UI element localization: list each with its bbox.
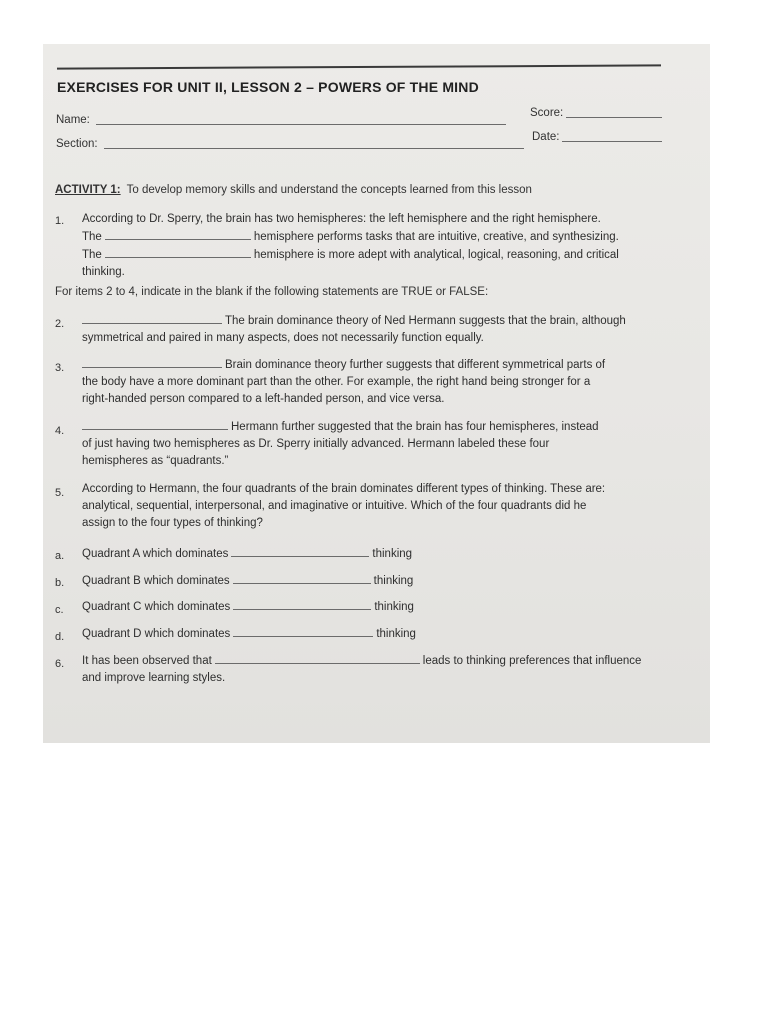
q1-number: 1.: [55, 215, 65, 227]
q2-line1: [82, 312, 682, 330]
q5c-blank[interactable]: [233, 598, 371, 610]
q5d-letter: d.: [55, 631, 65, 643]
q5b-text: Quadrant B which dominates: [82, 575, 230, 587]
q2-blank[interactable]: [82, 312, 222, 324]
q4-line2: of just having two hemispheres as Dr. Sperry initially advanced. Hermann labeled these four: [82, 438, 550, 450]
q6-text: [82, 652, 694, 687]
instruction-text: For items 2 to 4, indicate in the blank if the following statements are TRUE or FALSE:: [55, 286, 489, 298]
name-label: Name:: [56, 114, 90, 126]
q5b-letter: b.: [55, 577, 65, 589]
q3-line3: right-handed person compared to a left-handed person, and vice versa.: [82, 393, 445, 405]
q5-number: 5.: [55, 487, 65, 499]
q5a-row: [82, 545, 412, 563]
q1-line4: thinking.: [82, 266, 125, 278]
q5a-letter: a.: [55, 550, 65, 562]
score-field[interactable]: [566, 117, 662, 118]
q5d-text: Quadrant D which dominates: [82, 628, 231, 640]
q5c-row: [82, 598, 414, 616]
activity-description: To develop memory skills and understand the concepts learned from this lesson: [126, 184, 532, 196]
q5-line2: analytical, sequential, interpersonal, and imaginative or intuitive. Which of the four quadrants did he: [82, 500, 587, 512]
q2-line1-text: The brain dominance theory of Ned Hermann suggests that the brain, although: [225, 315, 626, 327]
q2-text: [82, 312, 682, 347]
q6-line2: and improve learning styles.: [82, 672, 226, 684]
section-field[interactable]: [104, 148, 524, 149]
q5-line1: According to Hermann, the four quadrants of the brain dominates different types of thinking. These are:: [82, 483, 606, 495]
q5a-blank[interactable]: [231, 545, 369, 557]
q3-blank[interactable]: [82, 356, 222, 368]
q4-line1-text: Hermann further suggested that the brain has four hemispheres, instead: [231, 421, 599, 433]
q5c-letter: c.: [55, 604, 64, 616]
q1-line3-text: hemisphere is more adept with analytical, logical, reasoning, and critical: [253, 249, 619, 261]
q1-line2: [82, 228, 682, 246]
q3-line2: the body have a more dominant part than the other. For example, the right hand being stronger for a: [82, 376, 591, 388]
date-label: Date:: [532, 131, 560, 143]
q4-line3: hemispheres as “quadrants.”: [82, 455, 229, 467]
score-label: Score:: [530, 107, 564, 119]
q5a-text: Quadrant A which dominates: [82, 548, 229, 560]
q1-line3: [82, 246, 682, 264]
q4-number: 4.: [55, 425, 65, 437]
q4-line1: [82, 418, 682, 436]
q5-line3: assign to the four types of thinking?: [82, 517, 263, 529]
q6-blank[interactable]: [215, 652, 420, 664]
q1-line2-text: hemisphere performs tasks that are intuitive, creative, and synthesizing.: [253, 231, 619, 243]
q5d-row: [82, 625, 416, 643]
q4-blank[interactable]: [82, 418, 228, 430]
q5b-suffix: thinking: [373, 575, 414, 587]
q6-prefix: It has been observed that: [82, 655, 212, 667]
q1-text: [82, 211, 682, 281]
q1-the-b: The: [82, 249, 102, 261]
q3-number: 3.: [55, 362, 65, 374]
activity-heading: [55, 184, 532, 196]
q5c-suffix: thinking: [374, 601, 414, 613]
q5c-text: Quadrant C which dominates: [82, 601, 231, 613]
q5b-blank[interactable]: [233, 572, 371, 584]
activity-label: ACTIVITY 1:: [55, 184, 121, 196]
q1-blank-b[interactable]: [105, 246, 251, 258]
q5d-blank[interactable]: [233, 625, 373, 637]
q4-text: [82, 418, 682, 470]
q1-the-a: The: [82, 231, 102, 243]
section-label: Section:: [56, 138, 98, 150]
name-field[interactable]: [96, 124, 506, 125]
q3-line1: [82, 356, 680, 374]
q5b-row: [82, 572, 413, 590]
q5-text: [82, 481, 686, 532]
q5d-suffix: thinking: [376, 628, 416, 640]
q2-number: 2.: [55, 318, 65, 330]
q1-line1: According to Dr. Sperry, the brain has two hemispheres: the left hemisphere and the right hemisphere.: [82, 213, 601, 225]
q6-line1: [82, 652, 694, 670]
q6-number: 6.: [55, 658, 65, 670]
worksheet-title: EXERCISES FOR UNIT II, LESSON 2 – POWERS OF THE MIND: [57, 79, 479, 95]
q6-suffix: leads to thinking preferences that influence: [422, 655, 642, 667]
q2-line2: symmetrical and paired in many aspects, does not necessarily function equally.: [82, 332, 484, 344]
q3-text: [82, 356, 680, 408]
date-field[interactable]: [562, 141, 662, 142]
q5a-suffix: thinking: [372, 548, 413, 560]
q1-blank-a[interactable]: [105, 228, 251, 240]
q3-line1-text: Brain dominance theory further suggests that different symmetrical parts of: [225, 359, 606, 371]
